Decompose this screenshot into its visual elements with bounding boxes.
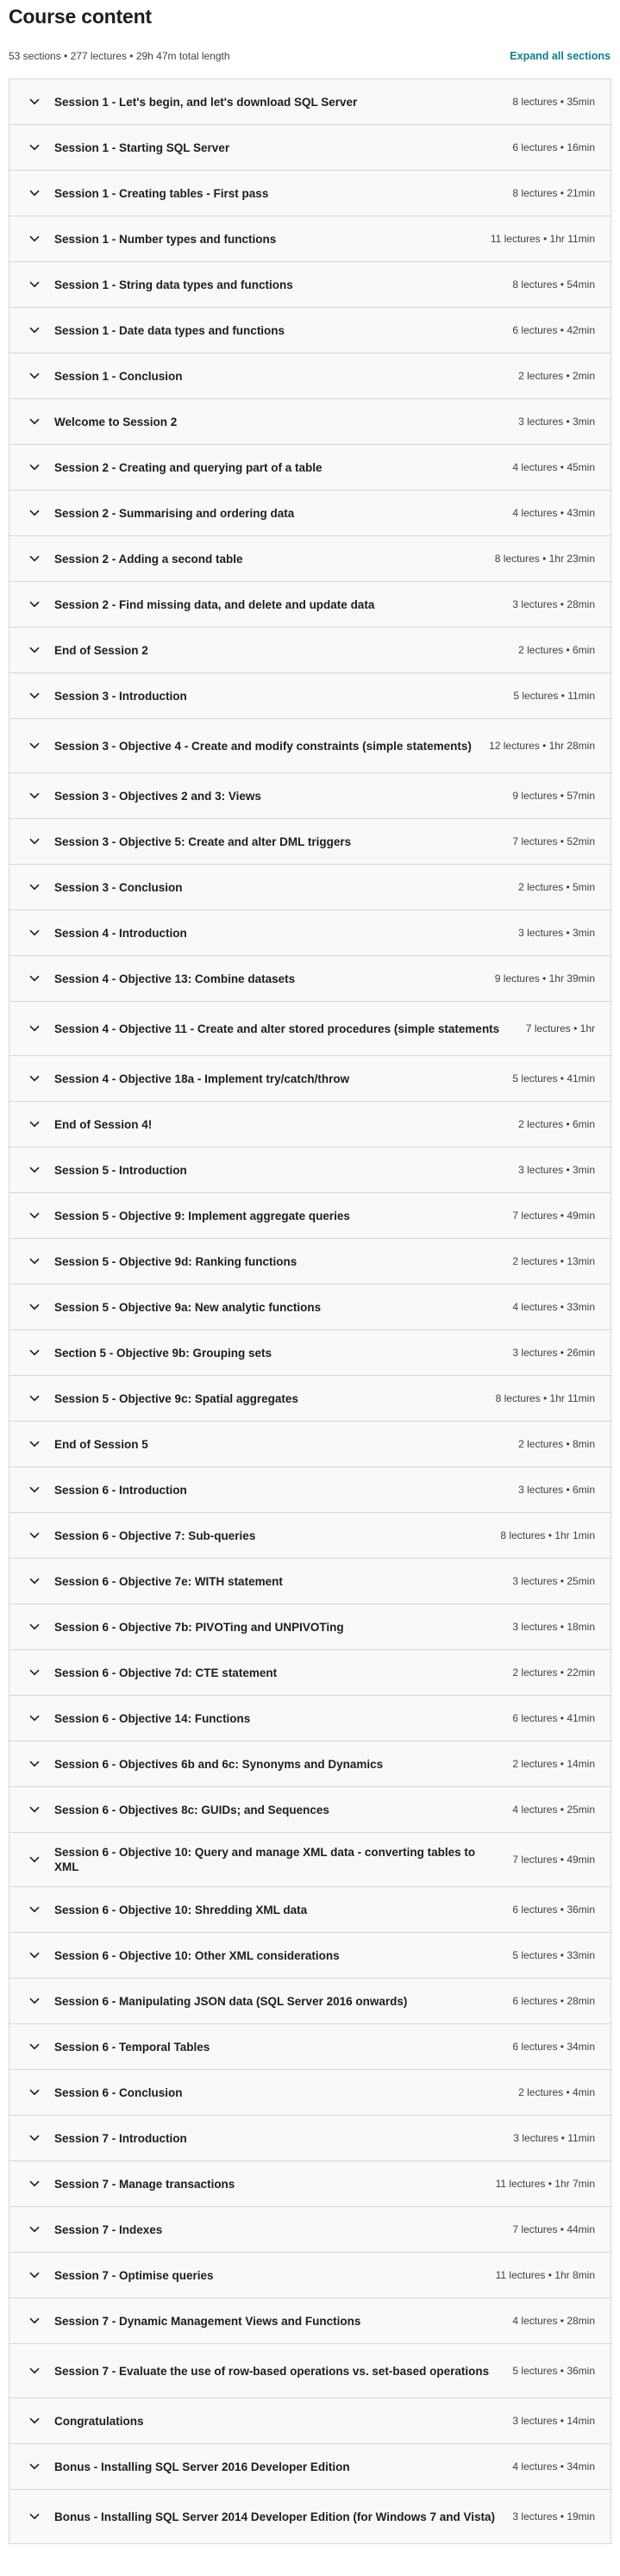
chevron-down-icon bbox=[28, 644, 41, 656]
section-title: Session 6 - Objectives 6b and 6c: Synonyms and Dynamics bbox=[54, 1757, 384, 1771]
section-info: 11 lectures • 1hr 8min bbox=[495, 2269, 595, 2281]
section-info: 3 lectures • 3min bbox=[518, 1164, 595, 1176]
section-info: 9 lectures • 57min bbox=[512, 790, 595, 802]
section-header[interactable] bbox=[9, 1696, 611, 1741]
section-title: End of Session 2 bbox=[54, 643, 148, 657]
chevron-down-icon bbox=[28, 1392, 41, 1404]
chevron-down-icon bbox=[28, 1164, 41, 1176]
chevron-down-icon bbox=[28, 278, 41, 291]
chevron-down-icon bbox=[28, 927, 41, 939]
section-header[interactable] bbox=[9, 2161, 611, 2207]
section-title: Session 7 - Introduction bbox=[54, 2131, 187, 2145]
section-title: Session 1 - String data types and functions bbox=[54, 278, 293, 291]
course-summary: 53 sections • 277 lectures • 29h 47m total length bbox=[9, 50, 230, 62]
section-header[interactable] bbox=[9, 125, 611, 171]
section-header[interactable] bbox=[9, 1650, 611, 1696]
section-title: Session 4 - Introduction bbox=[54, 926, 187, 940]
section-info: 4 lectures • 43min bbox=[512, 507, 595, 519]
chevron-down-icon bbox=[28, 2460, 41, 2473]
section-info: 7 lectures • 49min bbox=[512, 1210, 595, 1222]
section-title: Session 6 - Objective 7e: WITH statement bbox=[54, 1574, 283, 1588]
section-header[interactable] bbox=[9, 1604, 611, 1650]
section-title: Session 4 - Objective 13: Combine datasets bbox=[54, 972, 296, 985]
chevron-down-icon bbox=[28, 324, 41, 336]
section-title: Session 2 - Find missing data, and delete and update data bbox=[54, 597, 375, 611]
section-header[interactable] bbox=[9, 2490, 611, 2544]
section-header[interactable] bbox=[9, 2298, 611, 2344]
chevron-down-icon bbox=[28, 1022, 41, 1035]
section-title: Session 6 - Objective 10: Other XML considerations bbox=[54, 1948, 340, 1962]
section-title: Session 3 - Objective 5: Create and alter DML triggers bbox=[54, 835, 352, 848]
chevron-down-icon bbox=[28, 790, 41, 802]
section-title: Session 6 - Objective 14: Functions bbox=[54, 1711, 251, 1725]
section-header[interactable] bbox=[9, 1559, 611, 1604]
section-info: 3 lectures • 6min bbox=[518, 1484, 595, 1496]
chevron-down-icon bbox=[28, 835, 41, 847]
section-header[interactable] bbox=[9, 1285, 611, 1330]
section-header[interactable] bbox=[9, 2024, 611, 2070]
section-title: Session 6 - Objective 7d: CTE statement bbox=[54, 1666, 278, 1679]
section-title: Session 7 - Indexes bbox=[54, 2223, 163, 2236]
section-info: 2 lectures • 4min bbox=[518, 2086, 595, 2098]
section-info: 5 lectures • 11min bbox=[513, 690, 595, 702]
section-title: Session 6 - Objective 7b: PIVOTing and UNPIVOTing bbox=[54, 1620, 344, 1634]
section-header[interactable] bbox=[9, 628, 611, 673]
chevron-down-icon bbox=[28, 2223, 41, 2235]
chevron-down-icon bbox=[28, 1484, 41, 1496]
chevron-down-icon bbox=[28, 553, 41, 565]
section-info: 2 lectures • 2min bbox=[518, 370, 595, 382]
section-title: Session 6 - Manipulating JSON data (SQL Server 2016 onwards) bbox=[54, 1994, 408, 2008]
section-title: Congratulations bbox=[54, 2414, 144, 2428]
chevron-down-icon bbox=[28, 2510, 41, 2523]
chevron-down-icon bbox=[28, 1904, 41, 1916]
section-info: 6 lectures • 42min bbox=[512, 324, 595, 336]
chevron-down-icon bbox=[28, 141, 41, 153]
section-header[interactable] bbox=[9, 1147, 611, 1193]
section-title: Session 6 - Introduction bbox=[54, 1483, 187, 1497]
section-info: 8 lectures • 1hr 11min bbox=[495, 1392, 595, 1404]
section-title: Welcome to Session 2 bbox=[54, 415, 178, 428]
chevron-down-icon bbox=[28, 1575, 41, 1587]
chevron-down-icon bbox=[28, 96, 41, 108]
section-header[interactable] bbox=[9, 1102, 611, 1147]
section-header[interactable] bbox=[9, 1056, 611, 1102]
chevron-down-icon bbox=[28, 2086, 41, 2098]
expand-all-button[interactable]: Expand all sections bbox=[510, 50, 611, 62]
section-header[interactable] bbox=[9, 1239, 611, 1285]
section-info: 3 lectures • 3min bbox=[518, 927, 595, 939]
course-meta-row bbox=[9, 45, 611, 67]
section-header[interactable] bbox=[9, 956, 611, 1002]
section-header[interactable] bbox=[9, 2070, 611, 2116]
section-info: 2 lectures • 8min bbox=[518, 1438, 595, 1450]
section-title: Session 6 - Conclusion bbox=[54, 2085, 183, 2099]
section-info: 12 lectures • 1hr 28min bbox=[489, 740, 595, 752]
section-info: 3 lectures • 3min bbox=[518, 416, 595, 428]
chevron-down-icon bbox=[28, 187, 41, 199]
section-info: 6 lectures • 34min bbox=[512, 2041, 595, 2053]
chevron-down-icon bbox=[28, 461, 41, 473]
section-info: 8 lectures • 1hr 1min bbox=[500, 1529, 595, 1541]
section-info: 11 lectures • 1hr 11min bbox=[490, 233, 595, 245]
section-info: 7 lectures • 1hr bbox=[525, 1022, 595, 1035]
chevron-down-icon bbox=[28, 1347, 41, 1359]
chevron-down-icon bbox=[28, 2315, 41, 2327]
section-header[interactable] bbox=[9, 1887, 611, 1933]
section-list bbox=[9, 78, 611, 2544]
section-header[interactable] bbox=[9, 1376, 611, 1422]
section-title: Session 1 - Creating tables - First pass bbox=[54, 186, 269, 200]
chevron-down-icon bbox=[28, 2178, 41, 2190]
section-info: 5 lectures • 36min bbox=[512, 2365, 595, 2377]
chevron-down-icon bbox=[28, 1255, 41, 1267]
section-info: 6 lectures • 36min bbox=[512, 1904, 595, 1916]
section-title: Session 5 - Objective 9: Implement aggregate queries bbox=[54, 1209, 350, 1222]
section-info: 3 lectures • 14min bbox=[512, 2415, 595, 2427]
section-header[interactable] bbox=[9, 1787, 611, 1833]
section-title: Session 3 - Objectives 2 and 3: Views bbox=[54, 789, 261, 803]
section-title: End of Session 5 bbox=[54, 1437, 148, 1451]
section-title: Session 2 - Adding a second table bbox=[54, 552, 243, 566]
section-info: 3 lectures • 18min bbox=[512, 1621, 595, 1633]
section-header[interactable] bbox=[9, 2444, 611, 2490]
section-title: Section 5 - Objective 9b: Grouping sets bbox=[54, 1346, 272, 1360]
section-title: Session 3 - Conclusion bbox=[54, 880, 183, 894]
chevron-down-icon bbox=[28, 2415, 41, 2427]
section-title: Session 6 - Objectives 8c: GUIDs; and Sequences bbox=[54, 1803, 329, 1816]
section-header[interactable] bbox=[9, 1933, 611, 1979]
section-header[interactable] bbox=[9, 1002, 611, 1056]
section-header[interactable] bbox=[9, 536, 611, 582]
section-title: End of Session 4! bbox=[54, 1117, 153, 1131]
section-title: Session 6 - Objective 7: Sub-queries bbox=[54, 1529, 256, 1542]
chevron-down-icon bbox=[28, 2041, 41, 2053]
section-info: 2 lectures • 13min bbox=[512, 1255, 595, 1267]
section-header[interactable] bbox=[9, 491, 611, 536]
section-title: Session 2 - Summarising and ordering data bbox=[54, 506, 295, 520]
section-info: 6 lectures • 16min bbox=[512, 141, 595, 153]
chevron-down-icon bbox=[28, 1621, 41, 1633]
section-title: Session 1 - Starting SQL Server bbox=[54, 141, 230, 154]
section-title: Session 1 - Date data types and functions bbox=[54, 323, 285, 337]
chevron-down-icon bbox=[28, 416, 41, 428]
section-title: Session 1 - Let's begin, and let's download SQL Server bbox=[54, 95, 358, 109]
section-info: 3 lectures • 19min bbox=[512, 2510, 595, 2523]
section-info: 7 lectures • 49min bbox=[512, 1854, 595, 1866]
section-title: Session 4 - Objective 11 - Create and alter stored procedures (simple statements bbox=[54, 1022, 500, 1035]
section-title: Bonus - Installing SQL Server 2016 Developer Edition bbox=[54, 2460, 350, 2473]
section-info: 5 lectures • 33min bbox=[512, 1949, 595, 1961]
chevron-down-icon bbox=[28, 690, 41, 702]
chevron-down-icon bbox=[28, 2269, 41, 2281]
chevron-down-icon bbox=[28, 2365, 41, 2377]
section-header[interactable] bbox=[9, 1330, 611, 1376]
section-header[interactable] bbox=[9, 1513, 611, 1559]
section-info: 2 lectures • 6min bbox=[518, 644, 595, 656]
section-header[interactable] bbox=[9, 2344, 611, 2398]
section-title: Session 7 - Evaluate the use of row-based operations vs. set-based operations bbox=[54, 2364, 490, 2378]
section-header[interactable] bbox=[9, 865, 611, 910]
chevron-down-icon bbox=[28, 598, 41, 610]
section-title: Session 6 - Temporal Tables bbox=[54, 2040, 210, 2054]
section-info: 6 lectures • 28min bbox=[512, 1995, 595, 2007]
chevron-down-icon bbox=[28, 1666, 41, 1679]
section-title: Session 5 - Objective 9a: New analytic functions bbox=[54, 1300, 322, 1314]
section-info: 7 lectures • 44min bbox=[512, 2223, 595, 2235]
section-title: Session 2 - Creating and querying part of a table bbox=[54, 460, 323, 474]
section-title: Session 5 - Objective 9d: Ranking functions bbox=[54, 1254, 297, 1268]
chevron-down-icon bbox=[28, 1438, 41, 1450]
chevron-down-icon bbox=[28, 1712, 41, 1724]
section-header[interactable] bbox=[9, 719, 611, 773]
section-info: 2 lectures • 22min bbox=[512, 1666, 595, 1679]
section-header[interactable] bbox=[9, 1422, 611, 1467]
section-title: Bonus - Installing SQL Server 2014 Developer Edition (for Windows 7 and Vista) bbox=[54, 2510, 495, 2523]
chevron-down-icon bbox=[28, 740, 41, 752]
section-title: Session 5 - Objective 9c: Spatial aggregates bbox=[54, 1391, 298, 1405]
section-info: 3 lectures • 11min bbox=[513, 2132, 595, 2144]
section-header[interactable] bbox=[9, 171, 611, 216]
chevron-down-icon bbox=[28, 1949, 41, 1961]
section-info: 2 lectures • 14min bbox=[512, 1758, 595, 1770]
chevron-down-icon bbox=[28, 1804, 41, 1816]
section-header[interactable] bbox=[9, 1193, 611, 1239]
section-header[interactable] bbox=[9, 262, 611, 308]
section-info: 7 lectures • 52min bbox=[512, 835, 595, 847]
section-header[interactable] bbox=[9, 2116, 611, 2161]
section-title: Session 3 - Objective 4 - Create and modify constraints (simple statements) bbox=[54, 739, 472, 753]
chevron-down-icon bbox=[28, 1210, 41, 1222]
section-header[interactable] bbox=[9, 2253, 611, 2298]
chevron-down-icon bbox=[28, 507, 41, 519]
section-header[interactable] bbox=[9, 582, 611, 628]
section-title: Session 6 - Objective 10: Shredding XML data bbox=[54, 1903, 308, 1916]
section-info: 4 lectures • 33min bbox=[512, 1301, 595, 1313]
section-title: Session 1 - Number types and functions bbox=[54, 232, 277, 246]
section-title: Session 5 - Introduction bbox=[54, 1163, 187, 1177]
section-header[interactable] bbox=[9, 399, 611, 445]
section-header[interactable] bbox=[9, 1833, 611, 1887]
chevron-down-icon bbox=[28, 1529, 41, 1541]
section-info: 4 lectures • 34min bbox=[512, 2460, 595, 2473]
section-header[interactable] bbox=[9, 445, 611, 491]
section-info: 4 lectures • 28min bbox=[512, 2315, 595, 2327]
chevron-down-icon bbox=[28, 1118, 41, 1130]
section-header[interactable] bbox=[9, 819, 611, 865]
section-header[interactable] bbox=[9, 910, 611, 956]
chevron-down-icon bbox=[28, 233, 41, 245]
chevron-down-icon bbox=[28, 1854, 41, 1866]
section-title: Session 7 - Dynamic Management Views and Functions bbox=[54, 2314, 361, 2328]
section-header[interactable] bbox=[9, 773, 611, 819]
section-info: 3 lectures • 25min bbox=[512, 1575, 595, 1587]
section-header[interactable] bbox=[9, 1979, 611, 2024]
section-header[interactable] bbox=[9, 2207, 611, 2253]
page-title: Course content bbox=[9, 5, 152, 28]
chevron-down-icon bbox=[28, 1995, 41, 2007]
section-info: 6 lectures • 41min bbox=[512, 1712, 595, 1724]
section-header[interactable] bbox=[9, 308, 611, 353]
chevron-down-icon bbox=[28, 1301, 41, 1313]
section-info: 4 lectures • 45min bbox=[512, 461, 595, 473]
chevron-down-icon bbox=[28, 972, 41, 985]
section-header[interactable] bbox=[9, 353, 611, 399]
section-info: 2 lectures • 5min bbox=[518, 881, 595, 893]
section-info: 4 lectures • 25min bbox=[512, 1804, 595, 1816]
section-header[interactable] bbox=[9, 1741, 611, 1787]
section-info: 2 lectures • 6min bbox=[518, 1118, 595, 1130]
section-title: Session 6 - Objective 10: Query and manage XML data - converting tables to XML bbox=[54, 1846, 476, 1873]
chevron-down-icon bbox=[28, 1758, 41, 1770]
section-info: 3 lectures • 26min bbox=[512, 1347, 595, 1359]
section-header[interactable] bbox=[9, 216, 611, 262]
section-info: 8 lectures • 35min bbox=[512, 96, 595, 108]
section-info: 3 lectures • 28min bbox=[512, 598, 595, 610]
chevron-down-icon bbox=[28, 2132, 41, 2144]
section-header[interactable] bbox=[9, 2398, 611, 2444]
section-info: 5 lectures • 41min bbox=[512, 1072, 595, 1085]
section-info: 11 lectures • 1hr 7min bbox=[495, 2178, 595, 2190]
section-header[interactable] bbox=[9, 673, 611, 719]
chevron-down-icon bbox=[28, 1072, 41, 1085]
section-title: Session 4 - Objective 18a - Implement try/catch/throw bbox=[54, 1072, 350, 1085]
section-title: Session 7 - Optimise queries bbox=[54, 2268, 214, 2282]
section-info: 8 lectures • 1hr 23min bbox=[494, 553, 595, 565]
section-info: 9 lectures • 1hr 39min bbox=[494, 972, 595, 985]
chevron-down-icon bbox=[28, 370, 41, 382]
section-info: 8 lectures • 54min bbox=[512, 278, 595, 291]
section-info: 8 lectures • 21min bbox=[512, 187, 595, 199]
section-title: Session 7 - Manage transactions bbox=[54, 2177, 235, 2191]
chevron-down-icon bbox=[28, 881, 41, 893]
section-title: Session 3 - Introduction bbox=[54, 689, 187, 703]
section-header[interactable] bbox=[9, 79, 611, 125]
section-header[interactable] bbox=[9, 1467, 611, 1513]
section-title: Session 1 - Conclusion bbox=[54, 369, 183, 383]
